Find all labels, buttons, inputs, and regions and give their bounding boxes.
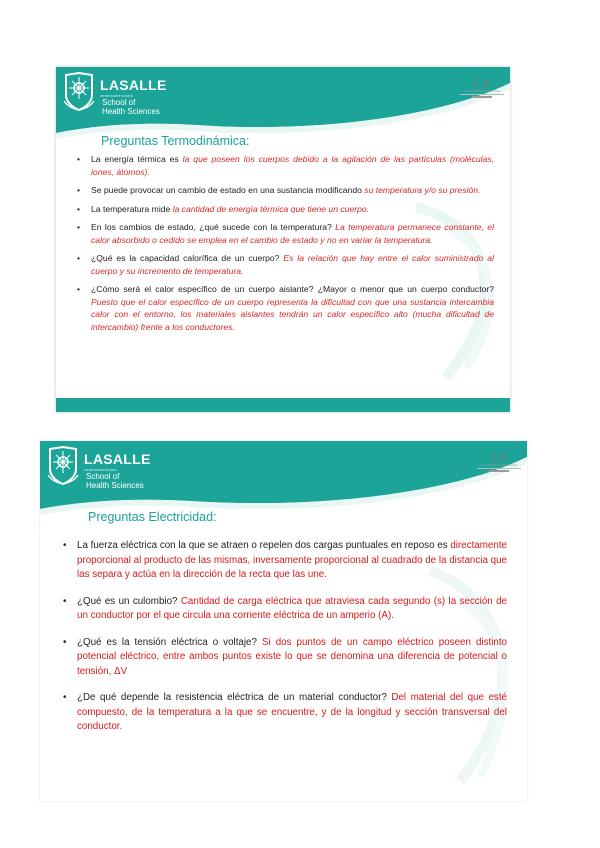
list-item xyxy=(76,283,494,333)
logo-tagline: centroamericana xyxy=(100,93,133,98)
question-text: La energía térmica es xyxy=(91,154,183,164)
slide-title: Preguntas Electricidad: xyxy=(88,510,217,524)
answer-text: Puesto que el calor específico de un cuerpo representa la dificultad con que una sustancia intercambia calor con el entorno, los materiales aislantes tendrán un calor específico alto (mucha dificultad de intercambio) frente a los conductores. xyxy=(91,296,494,332)
question-text: ¿Qué es la tensión eléctrica o voltaje? xyxy=(77,636,262,648)
footer-band xyxy=(56,398,510,412)
school-name: School of Health Sciences xyxy=(102,98,160,116)
lasalle-crest-icon xyxy=(46,445,80,485)
question-text: ¿Qué es un culombio? xyxy=(77,595,181,607)
logo-name: LASALLE xyxy=(84,451,151,467)
list-item xyxy=(62,539,507,583)
list-item xyxy=(76,221,494,246)
answer-text: la que poseen los cuerpos debido a la agitación de las partículas (moléculas, iones, átomos). xyxy=(91,154,494,177)
answer-text: su temperatura y/o su presión. xyxy=(364,185,481,195)
question-text: ¿Qué es la capacidad calorífica de un cuerpo? xyxy=(91,253,284,263)
question-text: La temperatura mide xyxy=(91,203,173,214)
question-list xyxy=(76,153,494,339)
partner-logo: LA UNIVERSIDAD NACIONAL xyxy=(460,77,504,98)
question-text: La fuerza eléctrica con la que se atraen o repelen dos cargas puntuales en reposo es xyxy=(77,540,451,551)
list-item xyxy=(76,184,494,197)
partner-logo: LA UNIVERSIDAD NACIONAL xyxy=(477,451,521,472)
answer-text: Del material del que esté compuesto, de la temperatura a la que se encuentre, y de la longitud y sección transversal del conductor. xyxy=(77,692,507,732)
list-item xyxy=(76,153,494,178)
question-text: En los cambios de estado, ¿qué sucede con la temperatura? xyxy=(91,222,336,232)
question-list xyxy=(62,539,507,747)
answer-text: Es la relación que hay entre el calor suministrado al cuerpo y su incremento de temperatura. xyxy=(91,253,494,276)
logo-name: LASALLE xyxy=(100,77,167,93)
answer-text: Cantidad de carga eléctrica que atraviesa cada segundo (s) la sección de un conductor por el que circula una corriente eléctrica de un amperio (A). xyxy=(77,595,507,621)
slide-electricity xyxy=(40,441,527,801)
list-item xyxy=(62,636,507,680)
answer-text: Si dos puntos de un campo eléctrico poseen distinto potencial eléctrico, entre ambos puntos existe lo que se denomina una diferencia de potencial o tensión, ΔV xyxy=(77,636,507,677)
answer-text: la cantidad de energía térmica que tiene un cuerpo. xyxy=(172,203,370,214)
lasalle-crest-icon xyxy=(62,71,96,111)
list-item xyxy=(62,691,507,735)
school-name: School of Health Sciences xyxy=(86,472,144,490)
question-text: ¿Cómo será el calor específico de un cuerpo aislante? ¿Mayor o menor que un cuerpo conductor? xyxy=(91,284,494,294)
question-text: Se puede provocar un cambio de estado en una sustancia modificando xyxy=(91,185,365,195)
list-item xyxy=(76,252,494,277)
question-text: ¿De qué depende la resistencia eléctrica de un material conductor? xyxy=(77,692,392,703)
slide-thermodynamics xyxy=(56,67,510,412)
list-item xyxy=(76,203,494,216)
list-item xyxy=(62,595,507,624)
answer-text: directamente proporcional al producto de las mismas, inversamente proporcional al cuadrado de la distancia que las separa y actúa en la dirección de la recta que las une. xyxy=(77,540,507,580)
answer-text: La temperatura permanece constante, el calor absorbido o cedido se emplea en el cambio de estado y no en variar la temperatura. xyxy=(91,222,494,245)
slide-title: Preguntas Termodinámica: xyxy=(101,134,250,148)
logo-tagline: centroamericana xyxy=(84,467,117,472)
